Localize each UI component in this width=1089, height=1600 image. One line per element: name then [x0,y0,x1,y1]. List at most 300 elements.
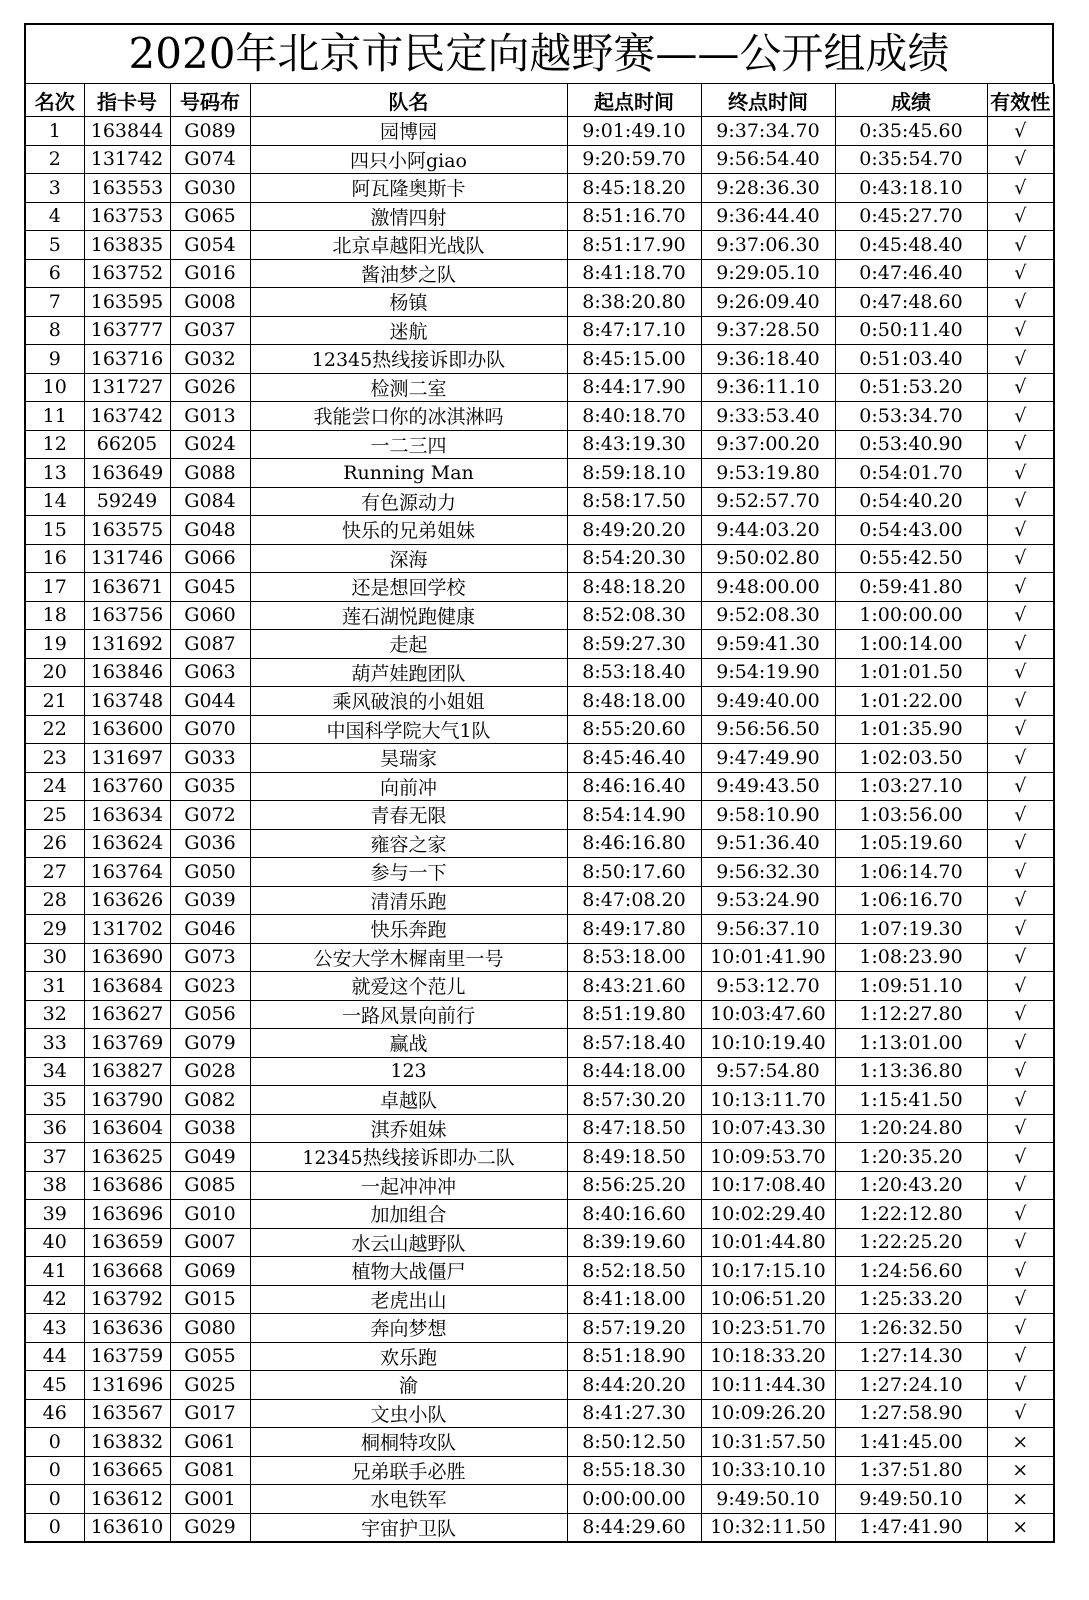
card-number-cell: 131697 [84,744,170,773]
team-name-cell: 雍容之家 [250,829,567,858]
rank-cell: 6 [26,259,84,288]
header-card-number: 指卡号 [84,84,170,117]
card-number-cell: 163612 [84,1485,170,1514]
finish-time-cell: 9:57:54.80 [701,1057,835,1086]
result-cell: 1:13:36.80 [835,1057,987,1086]
result-cell: 1:03:56.00 [835,801,987,830]
team-name-cell: 一路风景向前行 [250,1000,567,1029]
card-number-cell: 131727 [84,373,170,402]
result-cell: 0:55:42.50 [835,544,987,573]
rank-cell: 8 [26,316,84,345]
card-number-cell: 163756 [84,601,170,630]
validity-cell: √ [987,1342,1054,1371]
card-number-cell: 163686 [84,1171,170,1200]
table-row [26,744,1054,773]
start-time-cell: 8:44:20.20 [567,1371,701,1400]
card-number-cell: 163690 [84,943,170,972]
result-cell: 0:45:27.70 [835,202,987,231]
validity-cell: √ [987,288,1054,317]
bib-number-cell: G028 [170,1057,250,1086]
table-row [26,1086,1054,1115]
finish-time-cell: 9:56:32.30 [701,858,835,887]
header-start-time: 起点时间 [567,84,701,117]
team-name-cell: 快乐的兄弟姐妹 [250,516,567,545]
result-cell: 1:27:24.10 [835,1371,987,1400]
finish-time-cell: 9:56:37.10 [701,915,835,944]
team-name-cell: 快乐奔跑 [250,915,567,944]
result-cell: 1:03:27.10 [835,772,987,801]
team-name-cell: 参与一下 [250,858,567,887]
table-row [26,487,1054,516]
bib-number-cell: G088 [170,459,250,488]
finish-time-cell: 9:58:10.90 [701,801,835,830]
card-number-cell: 131696 [84,1371,170,1400]
result-cell: 0:47:46.40 [835,259,987,288]
bib-number-cell: G030 [170,174,250,203]
table-row [26,1428,1054,1457]
bib-number-cell: G026 [170,373,250,402]
team-name-cell: 植物大战僵尸 [250,1257,567,1286]
rank-cell: 16 [26,544,84,573]
bib-number-cell: G055 [170,1342,250,1371]
team-name-cell: 北京卓越阳光战队 [250,231,567,260]
table-row [26,1456,1054,1485]
start-time-cell: 8:43:19.30 [567,430,701,459]
table-row [26,117,1054,146]
finish-time-cell: 9:56:54.40 [701,145,835,174]
result-cell: 1:01:35.90 [835,715,987,744]
result-cell: 1:22:12.80 [835,1200,987,1229]
finish-time-cell: 9:53:19.80 [701,459,835,488]
table-row [26,915,1054,944]
validity-cell: √ [987,1200,1054,1229]
result-cell: 1:06:14.70 [835,858,987,887]
start-time-cell: 8:51:19.80 [567,1000,701,1029]
table-row [26,516,1054,545]
validity-cell: √ [987,829,1054,858]
card-number-cell: 163827 [84,1057,170,1086]
validity-cell: √ [987,1029,1054,1058]
table-row [26,1057,1054,1086]
table-row [26,1513,1054,1542]
result-cell: 1:01:01.50 [835,658,987,687]
result-cell: 1:26:32.50 [835,1314,987,1343]
card-number-cell: 163696 [84,1200,170,1229]
result-cell: 0:51:03.40 [835,345,987,374]
result-cell: 1:22:25.20 [835,1228,987,1257]
validity-cell: √ [987,744,1054,773]
start-time-cell: 8:59:27.30 [567,630,701,659]
rank-cell: 35 [26,1086,84,1115]
finish-time-cell: 10:09:26.20 [701,1399,835,1428]
team-name-cell: 宇宙护卫队 [250,1513,567,1542]
table-row [26,601,1054,630]
card-number-cell: 163625 [84,1143,170,1172]
validity-cell: √ [987,715,1054,744]
result-cell: 0:53:34.70 [835,402,987,431]
table-row [26,630,1054,659]
page-title: 2020年北京市民定向越野赛——公开组成绩 [26,25,1054,84]
finish-time-cell: 9:29:05.10 [701,259,835,288]
bib-number-cell: G032 [170,345,250,374]
start-time-cell: 8:40:16.60 [567,1200,701,1229]
bib-number-cell: G084 [170,487,250,516]
validity-cell: √ [987,1228,1054,1257]
start-time-cell: 8:50:17.60 [567,858,701,887]
team-name-cell: 淇乔姐妹 [250,1114,567,1143]
start-time-cell: 8:47:08.20 [567,886,701,915]
validity-cell: √ [987,601,1054,630]
card-number-cell: 163610 [84,1513,170,1542]
bib-number-cell: G081 [170,1456,250,1485]
table-row [26,145,1054,174]
finish-time-cell: 10:17:08.40 [701,1171,835,1200]
rank-cell: 28 [26,886,84,915]
bib-number-cell: G050 [170,858,250,887]
rank-cell: 46 [26,1399,84,1428]
rank-cell: 4 [26,202,84,231]
team-name-cell: 一起冲冲冲 [250,1171,567,1200]
table-row [26,288,1054,317]
rank-cell: 18 [26,601,84,630]
team-name-cell: 桐桐特攻队 [250,1428,567,1457]
team-name-cell: 奔向梦想 [250,1314,567,1343]
team-name-cell: 赢战 [250,1029,567,1058]
card-number-cell: 163844 [84,117,170,146]
start-time-cell: 8:40:18.70 [567,402,701,431]
result-cell: 0:54:40.20 [835,487,987,516]
bib-number-cell: G079 [170,1029,250,1058]
table-row [26,1399,1054,1428]
table-row [26,1371,1054,1400]
validity-cell: √ [987,145,1054,174]
finish-time-cell: 10:11:44.30 [701,1371,835,1400]
rank-cell: 0 [26,1513,84,1542]
bib-number-cell: G060 [170,601,250,630]
validity-cell: √ [987,516,1054,545]
card-number-cell: 163567 [84,1399,170,1428]
rank-cell: 22 [26,715,84,744]
table-row [26,430,1054,459]
table-row [26,231,1054,260]
validity-cell: √ [987,202,1054,231]
card-number-cell: 163769 [84,1029,170,1058]
card-number-cell: 131692 [84,630,170,659]
bib-number-cell: G039 [170,886,250,915]
finish-time-cell: 10:01:44.80 [701,1228,835,1257]
table-row [26,972,1054,1001]
card-number-cell: 163624 [84,829,170,858]
table-row [26,858,1054,887]
start-time-cell: 8:38:20.80 [567,288,701,317]
bib-number-cell: G065 [170,202,250,231]
table-row [26,544,1054,573]
header-team-name: 队名 [250,84,567,117]
finish-time-cell: 10:23:51.70 [701,1314,835,1343]
team-name-cell: 文虫小队 [250,1399,567,1428]
start-time-cell: 8:41:27.30 [567,1399,701,1428]
bib-number-cell: G056 [170,1000,250,1029]
validity-cell: × [987,1428,1054,1457]
team-name-cell: 向前冲 [250,772,567,801]
rank-cell: 43 [26,1314,84,1343]
finish-time-cell: 9:37:28.50 [701,316,835,345]
bib-number-cell: G016 [170,259,250,288]
finish-time-cell: 9:26:09.40 [701,288,835,317]
start-time-cell: 8:45:15.00 [567,345,701,374]
result-cell: 1:00:00.00 [835,601,987,630]
result-cell: 1:47:41.90 [835,1513,987,1542]
bib-number-cell: G029 [170,1513,250,1542]
bib-number-cell: G063 [170,658,250,687]
result-cell: 0:51:53.20 [835,373,987,402]
finish-time-cell: 10:06:51.20 [701,1285,835,1314]
finish-time-cell: 10:13:11.70 [701,1086,835,1115]
bib-number-cell: G070 [170,715,250,744]
rank-cell: 14 [26,487,84,516]
start-time-cell: 9:20:59.70 [567,145,701,174]
finish-time-cell: 10:02:29.40 [701,1200,835,1229]
start-time-cell: 8:52:08.30 [567,601,701,630]
card-number-cell: 59249 [84,487,170,516]
rank-cell: 13 [26,459,84,488]
validity-cell: √ [987,573,1054,602]
finish-time-cell: 9:53:12.70 [701,972,835,1001]
header-row [26,84,1054,117]
validity-cell: √ [987,630,1054,659]
bib-number-cell: G045 [170,573,250,602]
validity-cell: √ [987,231,1054,260]
start-time-cell: 8:49:20.20 [567,516,701,545]
result-cell: 1:41:45.00 [835,1428,987,1457]
validity-cell: × [987,1485,1054,1514]
team-name-cell: 中国科学院大气1队 [250,715,567,744]
header-finish-time: 终点时间 [701,84,835,117]
validity-cell: √ [987,316,1054,345]
validity-cell: √ [987,174,1054,203]
rank-cell: 33 [26,1029,84,1058]
bib-number-cell: G046 [170,915,250,944]
table-row [26,1342,1054,1371]
team-name-cell: 还是想回学校 [250,573,567,602]
bib-number-cell: G035 [170,772,250,801]
start-time-cell: 8:47:17.10 [567,316,701,345]
validity-cell: √ [987,544,1054,573]
start-time-cell: 9:01:49.10 [567,117,701,146]
finish-time-cell: 9:44:03.20 [701,516,835,545]
validity-cell: √ [987,1171,1054,1200]
table-row [26,1228,1054,1257]
bib-number-cell: G010 [170,1200,250,1229]
bib-number-cell: G001 [170,1485,250,1514]
start-time-cell: 8:55:20.60 [567,715,701,744]
card-number-cell: 163626 [84,886,170,915]
rank-cell: 38 [26,1171,84,1200]
validity-cell: √ [987,772,1054,801]
result-cell: 1:06:16.70 [835,886,987,915]
result-cell: 1:05:19.60 [835,829,987,858]
table-row [26,345,1054,374]
team-name-cell: 有色源动力 [250,487,567,516]
team-name-cell: 昊瑞家 [250,744,567,773]
rank-cell: 1 [26,117,84,146]
finish-time-cell: 9:51:36.40 [701,829,835,858]
validity-cell: √ [987,1399,1054,1428]
validity-cell: √ [987,1086,1054,1115]
team-name-cell: 四只小阿giao [250,145,567,174]
team-name-cell: 深海 [250,544,567,573]
bib-number-cell: G066 [170,544,250,573]
validity-cell: √ [987,1000,1054,1029]
card-number-cell: 163742 [84,402,170,431]
validity-cell: √ [987,858,1054,887]
team-name-cell: 酱油梦之队 [250,259,567,288]
card-number-cell: 163604 [84,1114,170,1143]
card-number-cell: 163832 [84,1428,170,1457]
card-number-cell: 163753 [84,202,170,231]
bib-number-cell: G074 [170,145,250,174]
finish-time-cell: 9:36:11.10 [701,373,835,402]
card-number-cell: 163716 [84,345,170,374]
rank-cell: 5 [26,231,84,260]
finish-time-cell: 9:49:40.00 [701,687,835,716]
table-row [26,715,1054,744]
rank-cell: 0 [26,1485,84,1514]
rank-cell: 26 [26,829,84,858]
start-time-cell: 8:58:17.50 [567,487,701,516]
start-time-cell: 8:51:18.90 [567,1342,701,1371]
bib-number-cell: G069 [170,1257,250,1286]
team-name-cell: 青春无限 [250,801,567,830]
result-cell: 0:35:45.60 [835,117,987,146]
bib-number-cell: G017 [170,1399,250,1428]
result-cell: 1:27:58.90 [835,1399,987,1428]
start-time-cell: 8:57:18.40 [567,1029,701,1058]
result-cell: 0:43:18.10 [835,174,987,203]
card-number-cell: 163671 [84,573,170,602]
table-row [26,886,1054,915]
rank-cell: 20 [26,658,84,687]
bib-number-cell: G044 [170,687,250,716]
header-rank: 名次 [26,84,84,117]
rank-cell: 24 [26,772,84,801]
result-cell: 1:09:51.10 [835,972,987,1001]
start-time-cell: 8:51:17.90 [567,231,701,260]
bib-number-cell: G048 [170,516,250,545]
finish-time-cell: 10:03:47.60 [701,1000,835,1029]
start-time-cell: 8:45:46.40 [567,744,701,773]
validity-cell: √ [987,1285,1054,1314]
team-name-cell: 就爱这个范儿 [250,972,567,1001]
finish-time-cell: 10:01:41.90 [701,943,835,972]
start-time-cell: 8:51:16.70 [567,202,701,231]
result-cell: 1:01:22.00 [835,687,987,716]
start-time-cell: 8:45:18.20 [567,174,701,203]
result-cell: 0:59:41.80 [835,573,987,602]
card-number-cell: 163764 [84,858,170,887]
start-time-cell: 8:39:19.60 [567,1228,701,1257]
card-number-cell: 163600 [84,715,170,744]
rank-cell: 27 [26,858,84,887]
header-bib-number: 号码布 [170,84,250,117]
rank-cell: 36 [26,1114,84,1143]
table-row [26,259,1054,288]
card-number-cell: 163627 [84,1000,170,1029]
bib-number-cell: G049 [170,1143,250,1172]
card-number-cell: 163553 [84,174,170,203]
table-row [26,316,1054,345]
team-name-cell: 乘风破浪的小姐姐 [250,687,567,716]
finish-time-cell: 10:18:33.20 [701,1342,835,1371]
bib-number-cell: G007 [170,1228,250,1257]
result-cell: 1:13:01.00 [835,1029,987,1058]
card-number-cell: 163684 [84,972,170,1001]
rank-cell: 41 [26,1257,84,1286]
card-number-cell: 163792 [84,1285,170,1314]
rank-cell: 31 [26,972,84,1001]
team-name-cell: 一二三四 [250,430,567,459]
result-cell: 1:20:35.20 [835,1143,987,1172]
rank-cell: 34 [26,1057,84,1086]
validity-cell: √ [987,373,1054,402]
bib-number-cell: G054 [170,231,250,260]
table-row [26,573,1054,602]
start-time-cell: 8:52:18.50 [567,1257,701,1286]
finish-time-cell: 9:36:44.40 [701,202,835,231]
rank-cell: 45 [26,1371,84,1400]
table-row [26,1285,1054,1314]
finish-time-cell: 10:10:19.40 [701,1029,835,1058]
start-time-cell: 8:53:18.40 [567,658,701,687]
bib-number-cell: G085 [170,1171,250,1200]
rank-cell: 17 [26,573,84,602]
finish-time-cell: 9:53:24.90 [701,886,835,915]
result-cell: 1:24:56.60 [835,1257,987,1286]
rank-cell: 42 [26,1285,84,1314]
result-cell: 0:53:40.90 [835,430,987,459]
team-name-cell: 葫芦娃跑团队 [250,658,567,687]
table-row [26,829,1054,858]
table-row [26,1485,1054,1514]
rank-cell: 2 [26,145,84,174]
card-number-cell: 163846 [84,658,170,687]
bib-number-cell: G033 [170,744,250,773]
finish-time-cell: 10:07:43.30 [701,1114,835,1143]
rank-cell: 21 [26,687,84,716]
header-result: 成绩 [835,84,987,117]
validity-cell: √ [987,430,1054,459]
rank-cell: 10 [26,373,84,402]
validity-cell: √ [987,459,1054,488]
finish-time-cell: 10:17:15.10 [701,1257,835,1286]
result-cell: 9:49:50.10 [835,1485,987,1514]
rank-cell: 3 [26,174,84,203]
team-name-cell: 迷航 [250,316,567,345]
table-row [26,202,1054,231]
result-cell: 1:08:23.90 [835,943,987,972]
finish-time-cell: 9:50:02.80 [701,544,835,573]
table-row [26,1000,1054,1029]
start-time-cell: 8:49:18.50 [567,1143,701,1172]
bib-number-cell: G036 [170,829,250,858]
start-time-cell: 8:59:18.10 [567,459,701,488]
result-cell: 1:15:41.50 [835,1086,987,1115]
results-sheet [24,23,1054,1543]
table-row [26,373,1054,402]
finish-time-cell: 9:52:57.70 [701,487,835,516]
rank-cell: 40 [26,1228,84,1257]
result-cell: 1:12:27.80 [835,1000,987,1029]
